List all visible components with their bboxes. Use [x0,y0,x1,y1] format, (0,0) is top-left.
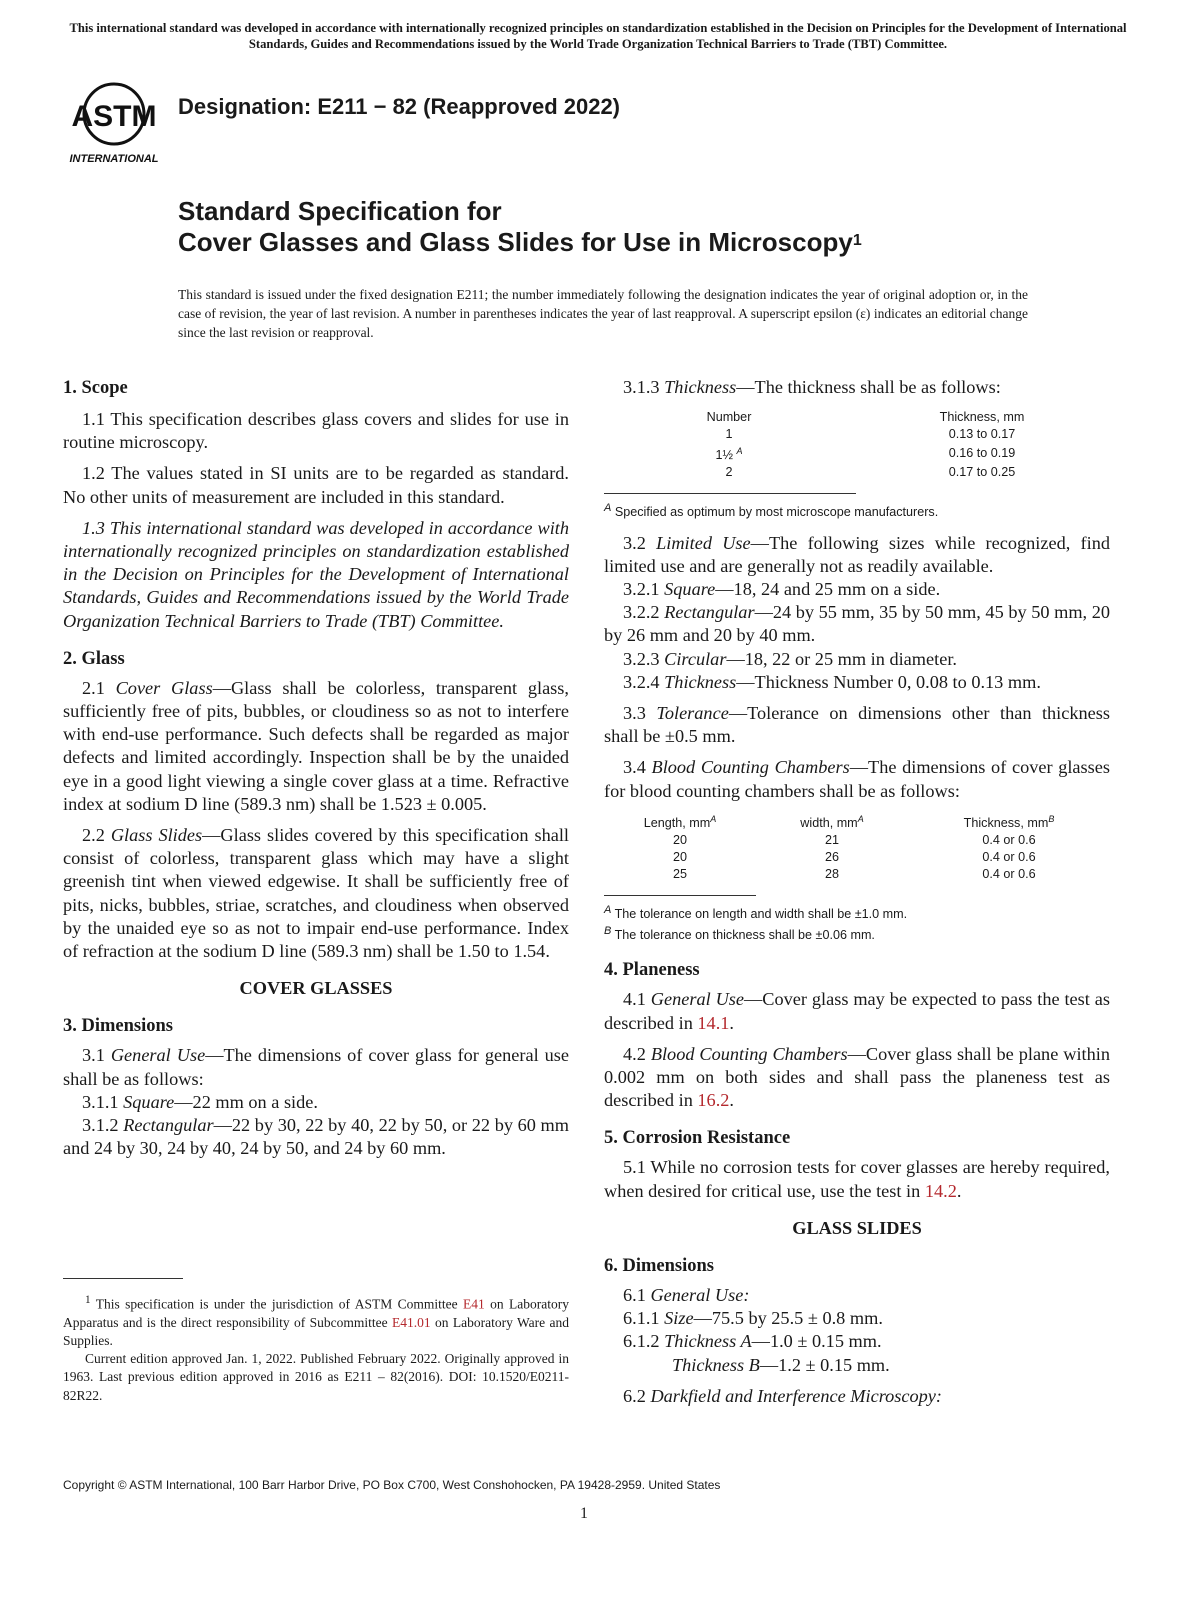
cover-glasses-heading: COVER GLASSES [239,978,393,999]
para-6-1: 6.1 General Use: [623,1285,750,1305]
blood-table-note-a: $^A$ The tolerance on length and width shall be ±1.0 mm. [604,904,908,922]
para-3-1-3: 3.1.3 Thickness—The thickness shall be as follows: [623,377,1001,397]
footnote-jurisdiction: $^1$ This specification is under the jurisdiction of ASTM Committee E41 on Laboratory Apparatus and is the direct responsibility of Subcommittee E41.01 on Laboratory Ware and Supplies. [63,1294,569,1348]
para-6-2: 6.2 Darkfield and Interference Microscopy: [623,1385,942,1406]
svg-text:INTERNATIONAL: INTERNATIONAL [69,153,159,165]
link-16-2[interactable]: 16.2 [697,1090,730,1111]
top-notice: This international standard was developed in accordance with internationally recognized principles on standardization established in the Decision on Principles for the Development of International Standards, Guides and Recommendations issued by the World Trade Organization Technical Barriers to Trade (TBT) Committee. [69,21,1127,51]
glass-slides-heading: GLASS SLIDES [792,1217,922,1238]
section-3-heading: 3. Dimensions [63,1016,173,1037]
astm-logo [64,70,174,170]
para-6-1-2-b: Thickness B—1.2 ± 0.15 mm. [672,1354,890,1375]
title-line-1: Standard Specification for [178,196,502,226]
section-5-heading: 5. Corrosion Resistance [604,1128,791,1149]
table-rule [604,493,856,494]
para-3-2-3: 3.2.3 Circular—18, 22 or 25 mm in diameter. [623,648,957,669]
para-3-1: 3.1 General Use—The dimensions of cover glass for general use shall be as follows: [63,1045,570,1089]
footnote-rule [63,1278,183,1279]
right-column [604,376,1110,1408]
para-6-1-2: 6.1.2 Thickness A—1.0 ± 0.15 mm. [623,1331,882,1352]
table-row: 25 28 0.4 or 0.6 [672,867,1036,881]
thickness-table-header: Thickness, mm [939,410,1025,425]
table-row: 2 0.17 to 0.25 [725,465,1016,480]
blood-chamber-table [604,811,1110,883]
document-title [178,196,862,258]
designation: Designation: E211 − 82 (Reapproved 2022) [178,94,621,119]
para-6-1-1: 6.1.1 Size—75.5 by 25.5 ± 0.8 mm. [623,1308,883,1329]
title-line-2: Cover Glasses and Glass Slides for Use in Microscopy$^1$ [178,227,862,257]
link-14-2[interactable]: 14.2 [924,1180,957,1201]
section-1-heading: 1. Scope [63,378,128,398]
left-column [63,376,569,1160]
table-row: 1½ $^A$ 0.16 to 0.19 [715,446,1016,463]
para-3-2-4: 3.2.4 Thickness—Thickness Number 0, 0.08 to 0.13 mm. [623,671,1041,692]
thickness-table-header: Number [706,410,752,425]
para-5-1: 5.1 While no corrosion tests for cover glasses are hereby required, when desired for critical use, use the test in 14.2. [604,1157,1110,1201]
para-4-2: 4.2 Blood Counting Chambers—Cover glass shall be plane within 0.002 mm on both sides and shall pass the planeness test as described in 16.2. [604,1043,1110,1111]
section-4-heading: 4. Planeness [604,960,700,981]
section-2-heading: 2. Glass [63,648,125,669]
para-3-2-1: 3.2.1 Square—18, 24 and 25 mm on a side. [623,578,941,599]
blood-table-header: Thickness, $mm^B$ [963,813,1055,830]
para-3-2-2: 3.2.2 Rectangular—24 by 55 mm, 35 by 50 mm, 45 by 50 mm, 20 by 26 mm and 20 by 40 mm. [604,602,1111,646]
table-row: 20 21 0.4 or 0.6 [672,833,1036,847]
blood-table-note-b: $^B$ The tolerance on thickness shall be ±0.06 mm. [604,925,875,943]
link-e41[interactable]: E41 [462,1296,485,1312]
table-row: 20 26 0.4 or 0.6 [672,850,1036,864]
para-3-2: 3.2 Limited Use—The following sizes while recognized, find limited use and are generally not as readily available. [604,532,1111,576]
title-footnote-mark: 1 [852,232,862,249]
footnote-edition: Current edition approved Jan. 1, 2022. Published February 2022. Originally approved in 1963. Last previous edition approved in 2016 as E211 – 82(2016). DOI: 10.1520/E0211-82R22. [63,1351,569,1403]
footnote [63,1278,569,1405]
link-14-1[interactable]: 14.1 [697,1012,730,1033]
para-1-1: 1.1 This specification describes glass covers and slides for use in routine microscopy. [63,409,569,453]
para-2-1: 2.1 Cover Glass—Glass shall be colorless, transparent glass, sufficiently free of pits, bubbles, or cloudiness so as not to interfere with end-use performance. Such defects shall be regarded as major defects and limited accordingly. Inspection shall be by the unaided eye in a good light viewing a single cover glass at a time. Refractive index at sodium D line (589.3 nm) shall be 1.523 ± 0.005. [63,677,569,814]
para-3-4: 3.4 Blood Counting Chambers—The dimensions of cover glasses for blood counting chambers shall be as follows: [604,757,1111,801]
table-rule [604,895,756,896]
blood-table-header: Length, $mm^A$ [643,813,717,830]
para-1-3: 1.3 This international standard was developed in accordance with internationally recognized principles on standardization established in the Decision on Principles for the Development of International Standards, Guides and Recommendations issued by the World Trade Organization Technical Barriers to Trade (TBT) Committee. [63,517,569,631]
para-3-3: 3.3 Tolerance—Tolerance on dimensions other than thickness shall be ±0.5 mm. [604,703,1110,747]
svg-text:ASTM: ASTM [71,100,157,133]
page-number: 1 [580,1505,588,1522]
para-1-2: 1.2 The values stated in SI units are to be regarded as standard. No other units of measurement are included in this standard. [63,463,569,507]
section-6-heading: 6. Dimensions [604,1256,714,1276]
para-3-1-2: 3.1.2 Rectangular—22 by 30, 22 by 40, 22 by 50, or 22 by 60 mm and 24 by 30, 24 by 40, 24 by 50, and 24 by 60 mm. [63,1115,570,1159]
intro-paragraph: This standard is issued under the fixed designation E211; the number immediately following the designation indicates the year of original adoption or, in the case of revision, the year of last revision. A number in parentheses indicates the year of last reapproval. A superscript epsilon (ε) indicates an editorial change since the last revision or reapproval. [178,287,1028,340]
table-row: 1 0.13 to 0.17 [725,427,1016,442]
copyright-line: Copyright © ASTM International, 100 Barr Harbor Drive, PO Box C700, West Conshohocken, PA 19428-2959. United States [63,1478,721,1492]
para-3-1-1: 3.1.1 Square—22 mm on a side. [82,1091,318,1112]
link-e41-01[interactable]: E41.01 [391,1314,431,1330]
thickness-table [604,409,1110,481]
para-4-1: 4.1 General Use—Cover glass may be expected to pass the test as described in 14.1. [604,989,1110,1033]
thickness-table-note: $^A$ Specified as optimum by most microscope manufacturers. [604,502,939,520]
blood-table-header: width, $mm^A$ [800,813,864,830]
para-2-2: 2.2 Glass Slides—Glass slides covered by this specification shall consist of colorless, transparent glass which may have a slight greenish tint when viewed edgewise. It shall be sufficiently free of pits, nicks, bubbles, striae, scratches, and cloudiness when observed by the unaided eye so as not to impair end-use performance. Index of refraction at the sodium D line (589.3 nm) shall be 1.50 to 1.54. [63,825,569,962]
